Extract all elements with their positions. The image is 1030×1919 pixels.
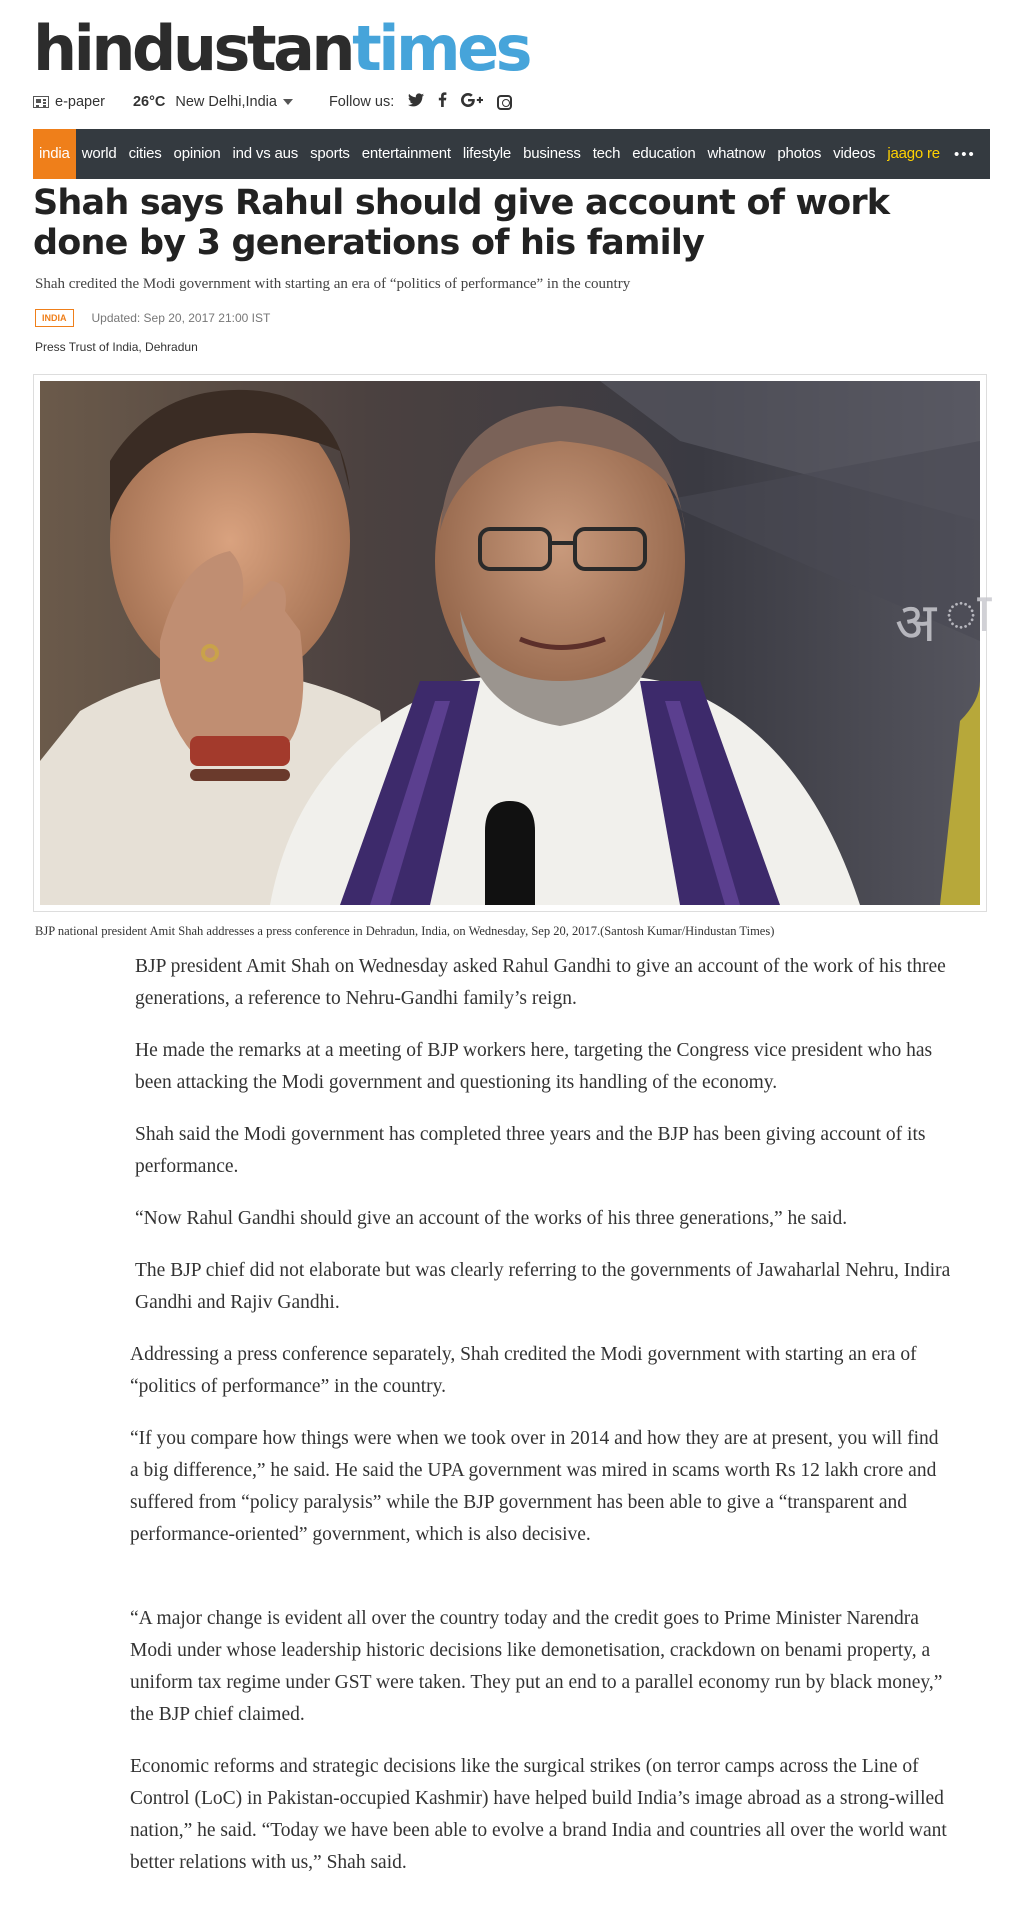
nav-item-lifestyle[interactable]: lifestyle xyxy=(462,145,512,162)
nav-item-entertainment[interactable]: entertainment xyxy=(361,145,451,162)
newspaper-icon xyxy=(33,96,49,108)
facebook-icon[interactable] xyxy=(438,92,447,112)
nav-item-opinion[interactable]: opinion xyxy=(173,145,221,162)
article-paragraph: “If you compare how things were when we took over in 2014 and how they are at present, you will find a big difference,” he said. He said the UPA government was mired in scams worth Rs 12 lakh crore and suffered from “policy paralysis” while the BJP government has been able to give a “transparent and performance-oriented” government, which is also decisive. xyxy=(130,1428,939,1545)
epaper-link[interactable] xyxy=(33,94,105,110)
follow-label: Follow us: xyxy=(328,94,395,110)
article-paragraph: Economic reforms and strategic decisions like the surgical strikes (on terror camps across the Line of Control (LoC) in Pakistan-occupied Kashmir) have helped build India’s image abroad as a strong-willed nation,” he said. “Today we have been able to evolve a brand India and countries all over the world want better relations with us,” Shah said. xyxy=(130,1756,947,1873)
press-conference-photo xyxy=(40,381,992,905)
article-paragraph: He made the remarks at a meeting of BJP workers here, targeting the Congress vice president who has been attacking the Modi government and questioning its handling of the economy. xyxy=(135,1040,933,1093)
svg-text:अ: अ xyxy=(895,591,937,654)
article-paragraph: Shah said the Modi government has completed three years and the BJP has been giving account of its performance. xyxy=(135,1124,926,1177)
nav-item-sports[interactable]: sports xyxy=(310,145,350,162)
nav-item-ind-vs-aus[interactable]: ind vs aus xyxy=(232,145,299,162)
nav-item-education[interactable]: education xyxy=(632,145,696,162)
chevron-down-icon[interactable] xyxy=(283,99,293,105)
social-links xyxy=(408,92,512,112)
nav-item-india[interactable]: india xyxy=(33,129,76,179)
temperature: 26°C xyxy=(132,94,166,110)
nav-item-videos[interactable]: videos xyxy=(833,145,876,162)
updated-timestamp: Updated: Sep 20, 2017 21:00 IST xyxy=(91,311,271,325)
nav-item-business[interactable]: business xyxy=(523,145,581,162)
section-badge[interactable]: INDIA xyxy=(35,309,74,327)
google-plus-icon[interactable] xyxy=(461,93,483,112)
instagram-icon[interactable] xyxy=(497,95,512,110)
epaper-label: e-paper xyxy=(55,94,105,110)
more-menu-icon[interactable]: ••• xyxy=(953,145,976,163)
article-paragraph: “Now Rahul Gandhi should give an account of the works of his three generations,” he said. xyxy=(135,1208,848,1229)
nav-item-whatnow[interactable]: whatnow xyxy=(707,145,766,162)
article-photo xyxy=(33,374,992,912)
photo-caption: BJP national president Amit Shah addresses a press conference in Dehradun, India, on Wednesday, Sep 20, 2017.(Santosh Kumar/Hindustan Times) xyxy=(35,924,775,938)
location-select[interactable]: New Delhi,India xyxy=(175,94,277,110)
logo-hindustan: hindustan xyxy=(33,12,353,85)
nav-item-cities[interactable]: cities xyxy=(128,145,162,162)
nav-item-jaago-re[interactable]: jaago re xyxy=(887,145,940,162)
article-paragraph: BJP president Amit Shah on Wednesday asked Rahul Gandhi to give an account of the work of his three generations, a reference to Nehru-Gandhi family’s reign. xyxy=(135,956,946,1009)
utility-bar xyxy=(33,91,512,113)
article-paragraph: “A major change is evident all over the country today and the credit goes to Prime Minister Narendra Modi under whose leadership historic decisions like demonetisation, crackdown on benami property, a uniform tax regime under GST were taken. They put an end to a parallel economy run by black money,” the BJP chief claimed. xyxy=(130,1608,943,1725)
nav-item-world[interactable]: world xyxy=(81,145,117,162)
article-subhead: Shah credited the Modi government with starting an era of “politics of performance” in the country xyxy=(35,276,631,292)
article-paragraph: Addressing a press conference separately, Shah credited the Modi government with starting an era of “politics of performance” in the country. xyxy=(130,1344,917,1397)
article-paragraph: The BJP chief did not elaborate but was clearly referring to the governments of Jawaharlal Nehru, Indira Gandhi and Rajiv Gandhi. xyxy=(135,1260,951,1313)
site-logo[interactable] xyxy=(33,14,529,84)
nav-item-tech[interactable]: tech xyxy=(592,145,621,162)
svg-text:ा: ा xyxy=(945,581,992,644)
article-byline: Press Trust of India, Dehradun xyxy=(35,340,198,354)
main-nav xyxy=(33,129,990,179)
article-meta xyxy=(35,309,270,327)
twitter-icon[interactable] xyxy=(408,93,424,112)
article-headline: Shah says Rahul should give account of work done by 3 generations of his family xyxy=(33,183,890,263)
nav-item-photos[interactable]: photos xyxy=(777,145,822,162)
logo-times: times xyxy=(352,12,530,85)
